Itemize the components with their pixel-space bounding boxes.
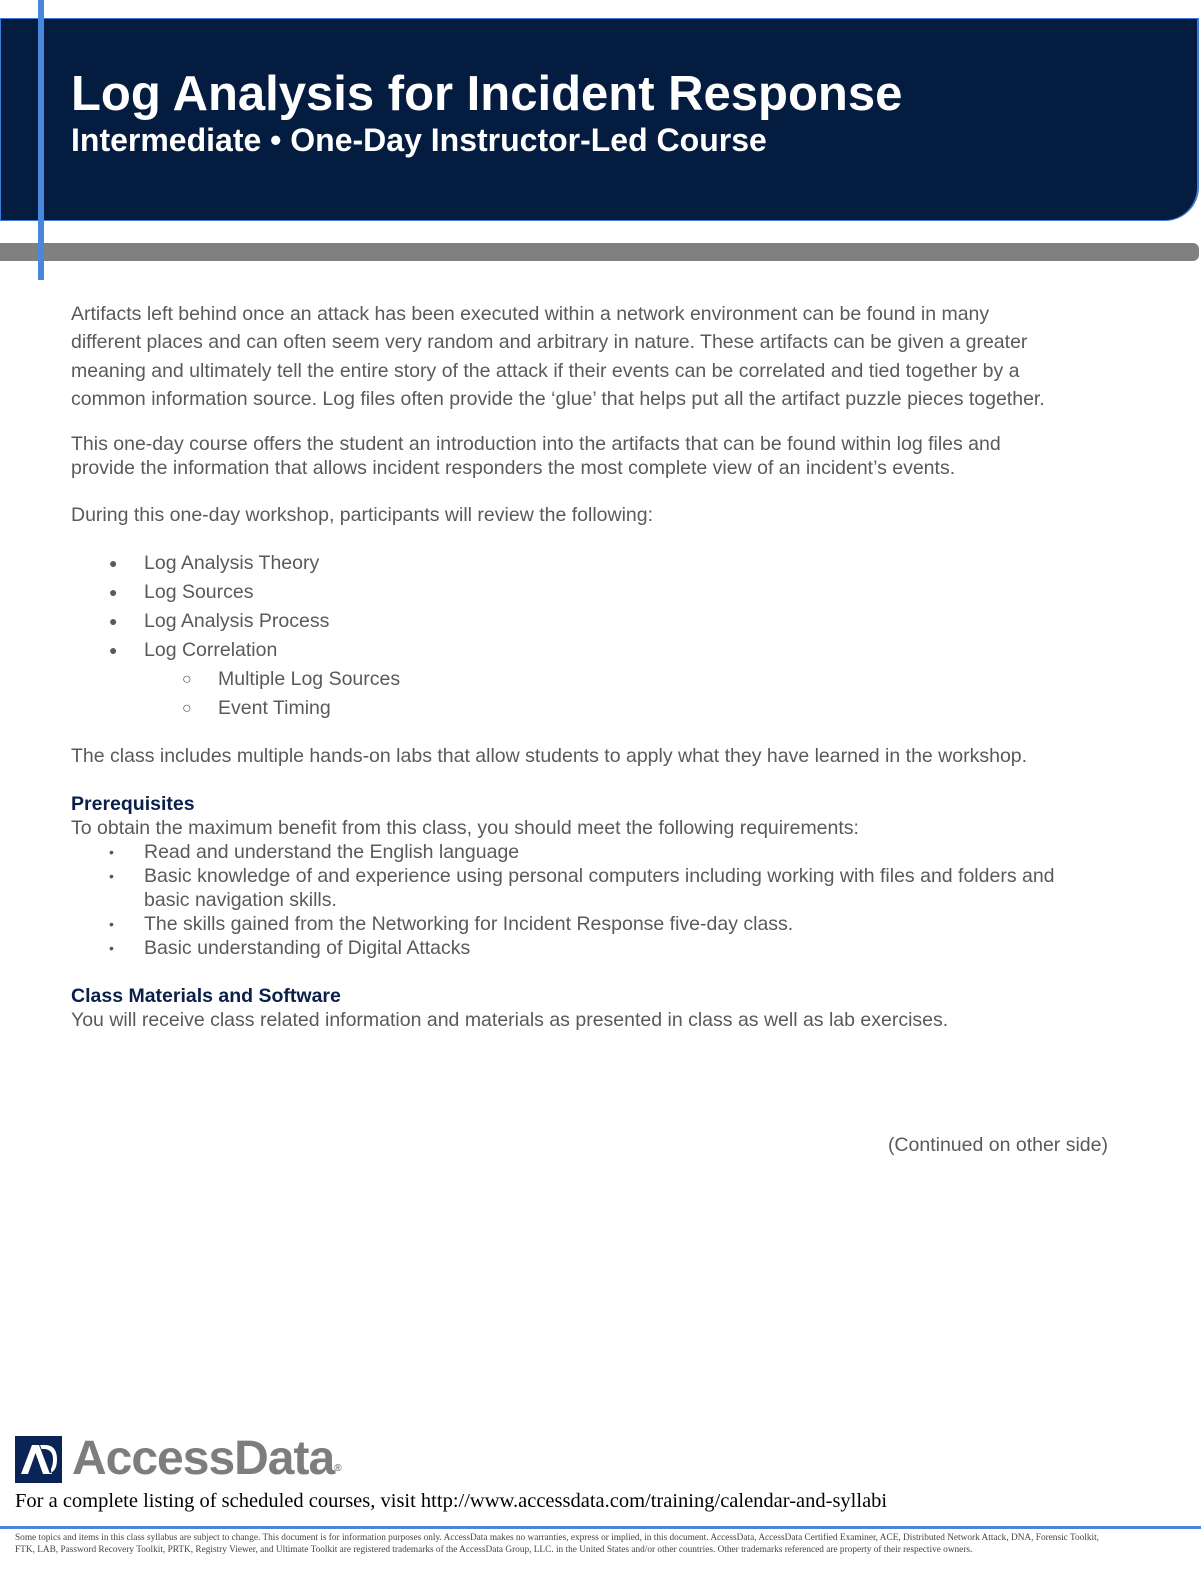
list-item xyxy=(71,607,1121,636)
bullet-icon: • xyxy=(109,940,114,957)
course-listing-link: For a complete listing of scheduled courses, visit http://www.accessdata.com/training/calendar-and-syllabi xyxy=(15,1490,888,1512)
bullet-icon: • xyxy=(109,916,114,933)
labs-paragraph: The class includes multiple hands-on labs that allow students to apply what they have learned in the workshop. xyxy=(71,745,1028,768)
accessdata-logo-icon xyxy=(15,1436,62,1483)
registered-mark: ® xyxy=(334,1463,341,1474)
course-line: This one-day course offers the student an introduction into the artifacts that can be found within log files and xyxy=(71,433,1001,456)
intro-line: different places and can often seem very random and arbitrary in nature. These artifacts can be given a greater xyxy=(71,331,1028,354)
list-item xyxy=(71,578,1121,607)
logo-wordmark xyxy=(72,1431,341,1487)
disclaimer-text: Some topics and items in this class syllabus are subject to change. This document is for information purposes only. AccessData makes no warranties, express or implied, in this document. AccessData, AccessData Certified Examiner, ACE, Distributed Network Attack, DNA, Forensic Toolkit, FTK, LAB, Password Recovery Toolkit, PRTK, Registry Viewer, and Ultimate Toolkit are registered trademarks of the AccessData Group, LLC. in the United States and/or other countries. Other trademarks referenced are property of their respective owners. xyxy=(15,1533,1099,1555)
hollow-bullet-icon: ○ xyxy=(182,671,192,689)
list-item xyxy=(71,549,1121,578)
topic-label: Log Sources xyxy=(144,581,254,604)
page-subtitle: Intermediate • One-Day Instructor-Led Course xyxy=(71,122,767,158)
bullet-icon: ● xyxy=(109,642,118,659)
bullet-icon: • xyxy=(109,844,114,861)
bullet-icon: • xyxy=(109,868,114,885)
requirement-text: basic navigation skills. xyxy=(144,889,337,912)
bullet-icon: ● xyxy=(109,555,118,572)
requirement-text: The skills gained from the Networking for Incident Response five-day class. xyxy=(144,913,794,936)
continued-note: (Continued on other side) xyxy=(887,1134,1108,1156)
course-paragraph xyxy=(71,432,1121,480)
requirement-text: Basic knowledge of and experience using personal computers including working with files and folders and xyxy=(144,865,1055,888)
requirement-text: Basic understanding of Digital Attacks xyxy=(144,937,471,960)
header-grey-bar xyxy=(0,243,1199,261)
list-item xyxy=(71,636,1121,665)
course-line: provide the information that allows incident responders the most complete view of an incident’s events. xyxy=(71,457,956,480)
subtopic-label: Event Timing xyxy=(218,697,331,720)
list-item xyxy=(71,694,1121,723)
intro-paragraph xyxy=(71,300,1121,413)
requirement-text: Read and understand the English language xyxy=(144,841,520,864)
topic-label: Log Analysis Process xyxy=(144,610,330,633)
topic-label: Log Analysis Theory xyxy=(144,552,320,575)
bullet-icon: ● xyxy=(109,584,118,601)
intro-line: meaning and ultimately tell the entire story of the attack if their events can be correlated and tied together by a xyxy=(71,359,1020,382)
intro-line: Artifacts left behind once an attack has been executed within a network environment can be found in many xyxy=(71,303,990,325)
materials-text: You will receive class related information and materials as presented in class as well as lab exercises. xyxy=(71,1009,949,1032)
topics-list xyxy=(71,549,1121,665)
main-content xyxy=(71,300,1121,1032)
hollow-bullet-icon: ○ xyxy=(182,700,192,718)
topic-label: Log Correlation xyxy=(144,639,278,662)
list-item xyxy=(71,912,1121,936)
footer-divider xyxy=(0,1526,1201,1529)
page-title: Log Analysis for Incident Response xyxy=(71,67,903,121)
list-item xyxy=(71,665,1121,694)
prerequisites-list xyxy=(71,840,1121,960)
materials-heading: Class Materials and Software xyxy=(71,985,341,1008)
logo-name: AccessData xyxy=(72,1432,335,1485)
header-accent-line xyxy=(38,0,44,280)
list-item xyxy=(71,936,1121,960)
list-item xyxy=(71,840,1121,864)
workshop-intro: During this one-day workshop, participants will review the following: xyxy=(71,504,654,527)
subtopic-label: Multiple Log Sources xyxy=(218,668,401,691)
prerequisites-heading: Prerequisites xyxy=(71,793,195,816)
prerequisites-intro: To obtain the maximum benefit from this class, you should meet the following requirements: xyxy=(71,817,859,840)
list-item xyxy=(71,864,1121,912)
bullet-icon: ● xyxy=(109,613,118,630)
intro-line: common information source. Log files often provide the ‘glue’ that helps put all the artifact puzzle pieces together. xyxy=(71,387,1045,410)
subtopics-list xyxy=(71,665,1121,723)
